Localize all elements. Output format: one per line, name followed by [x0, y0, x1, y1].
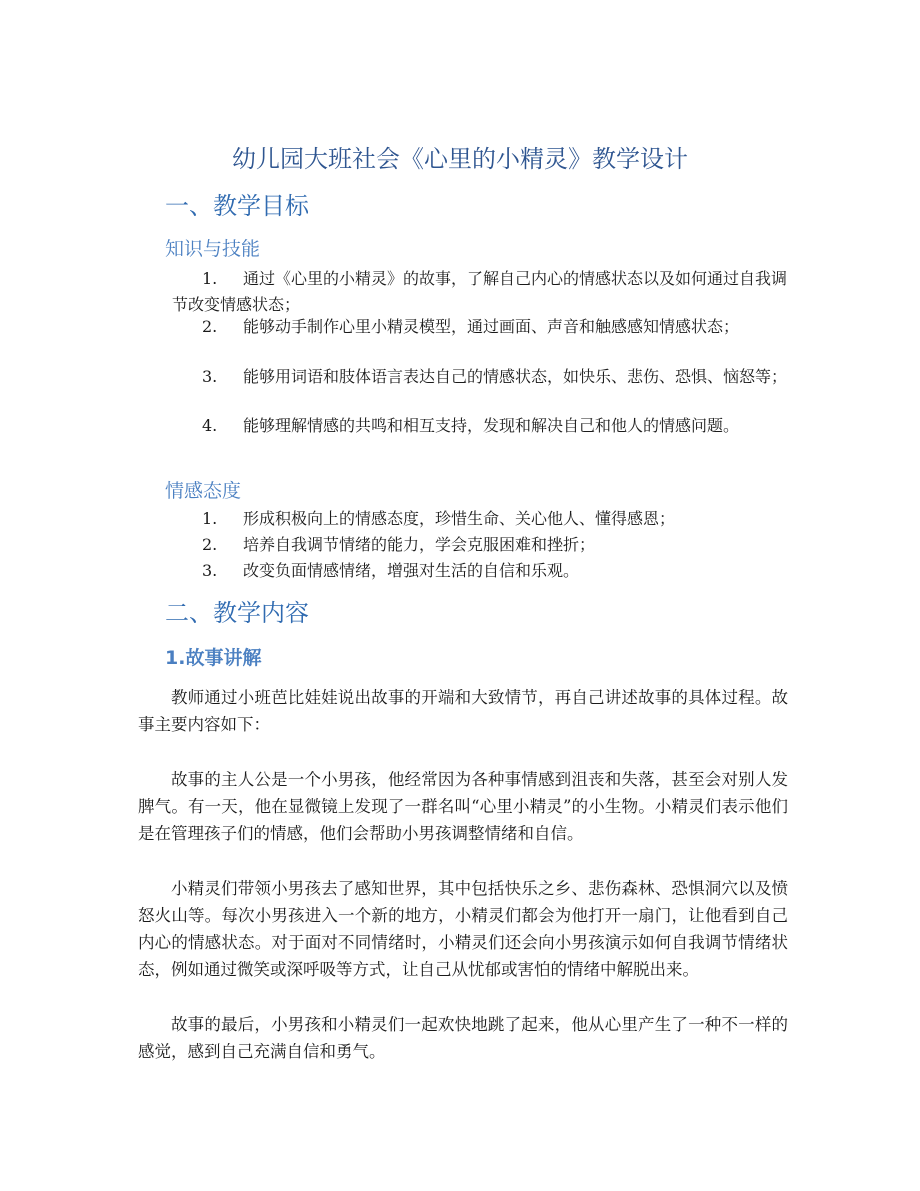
subsection-heading-knowledge-skills: 知识与技能 — [165, 238, 261, 260]
list-item-text: 形成积极向上的情感态度，珍惜生命、关心他人、懂得感恩； — [243, 509, 676, 528]
paragraph: 故事的主人公是一个小男孩，他经常因为各种事情感到沮丧和失落，甚至会对别人发脾气。有一天，他在显微镜上发现了一群名叫“心里小精灵”的小生物。小精灵们表示他们是在管理孩子们的情感，他们会帮助小男孩调整情绪和自信。 — [138, 770, 788, 843]
list-item-text: 培养自我调节情绪的能力，学会克服困难和挫折； — [243, 535, 596, 554]
list-item — [172, 413, 788, 439]
list-item-number: 3. — [202, 561, 218, 580]
section-heading-objectives: 一、教学目标 — [165, 192, 309, 220]
list-item — [172, 314, 788, 340]
page-title: 幼儿园大班社会《心里的小精灵》教学设计 — [232, 145, 688, 173]
paragraph: 教师通过小班芭比娃娃说出故事的开端和大致情节，再自己讲述故事的具体过程。故事主要内容如下： — [138, 688, 788, 734]
list-item-text: 能够理解情感的共鸣和相互支持，发现和解决自己和他人的情感问题。 — [243, 416, 740, 435]
paragraph: 小精灵们带领小男孩去了感知世界，其中包括快乐之乡、悲伤森林、恐惧洞穴以及愤怒火山等。每次小男孩进入一个新的地方，小精灵们都会为他打开一扇门，让他看到自己内心的情感状态。对于面对不同情绪时，小精灵们还会向小男孩演示如何自我调节情绪状态，例如通过微笑或深呼吸等方式，让自己从忧郁或害怕的情绪中解脱出来。 — [138, 879, 788, 979]
list-item — [172, 532, 788, 558]
list-item-number: 2. — [202, 535, 218, 554]
subsection-heading-story: 1.故事讲解 — [165, 647, 262, 669]
list-item-number: 4. — [202, 416, 218, 435]
list-item-text: 能够用词语和肢体语言表达自己的情感状态，如快乐、悲伤、恐惧、恼怒等； — [243, 367, 788, 386]
subsection-heading-emotional-attitude: 情感态度 — [165, 480, 242, 502]
list-item-text: 通过《心里的小精灵》的故事，了解自己内心的情感状态以及如何通过自我调节改变情感状态； — [172, 269, 788, 314]
list-item-text: 改变负面情感情绪，增强对生活的自信和乐观。 — [243, 561, 580, 580]
section-heading-content: 二、教学内容 — [165, 599, 309, 627]
list-item — [172, 558, 788, 584]
list-item-number: 1. — [202, 269, 218, 288]
list-item — [172, 266, 788, 318]
list-item-number: 3. — [202, 367, 218, 386]
list-item-number: 2. — [202, 317, 218, 336]
paragraph: 故事的最后，小男孩和小精灵们一起欢快地跳了起来，他从心里产生了一种不一样的感觉，感到自己充满自信和勇气。 — [138, 1015, 788, 1061]
list-item-text: 能够动手制作心里小精灵模型，通过画面、声音和触感感知情感状态； — [243, 317, 740, 336]
list-item — [172, 364, 788, 390]
list-item-number: 1. — [202, 509, 218, 528]
list-item — [172, 506, 788, 532]
